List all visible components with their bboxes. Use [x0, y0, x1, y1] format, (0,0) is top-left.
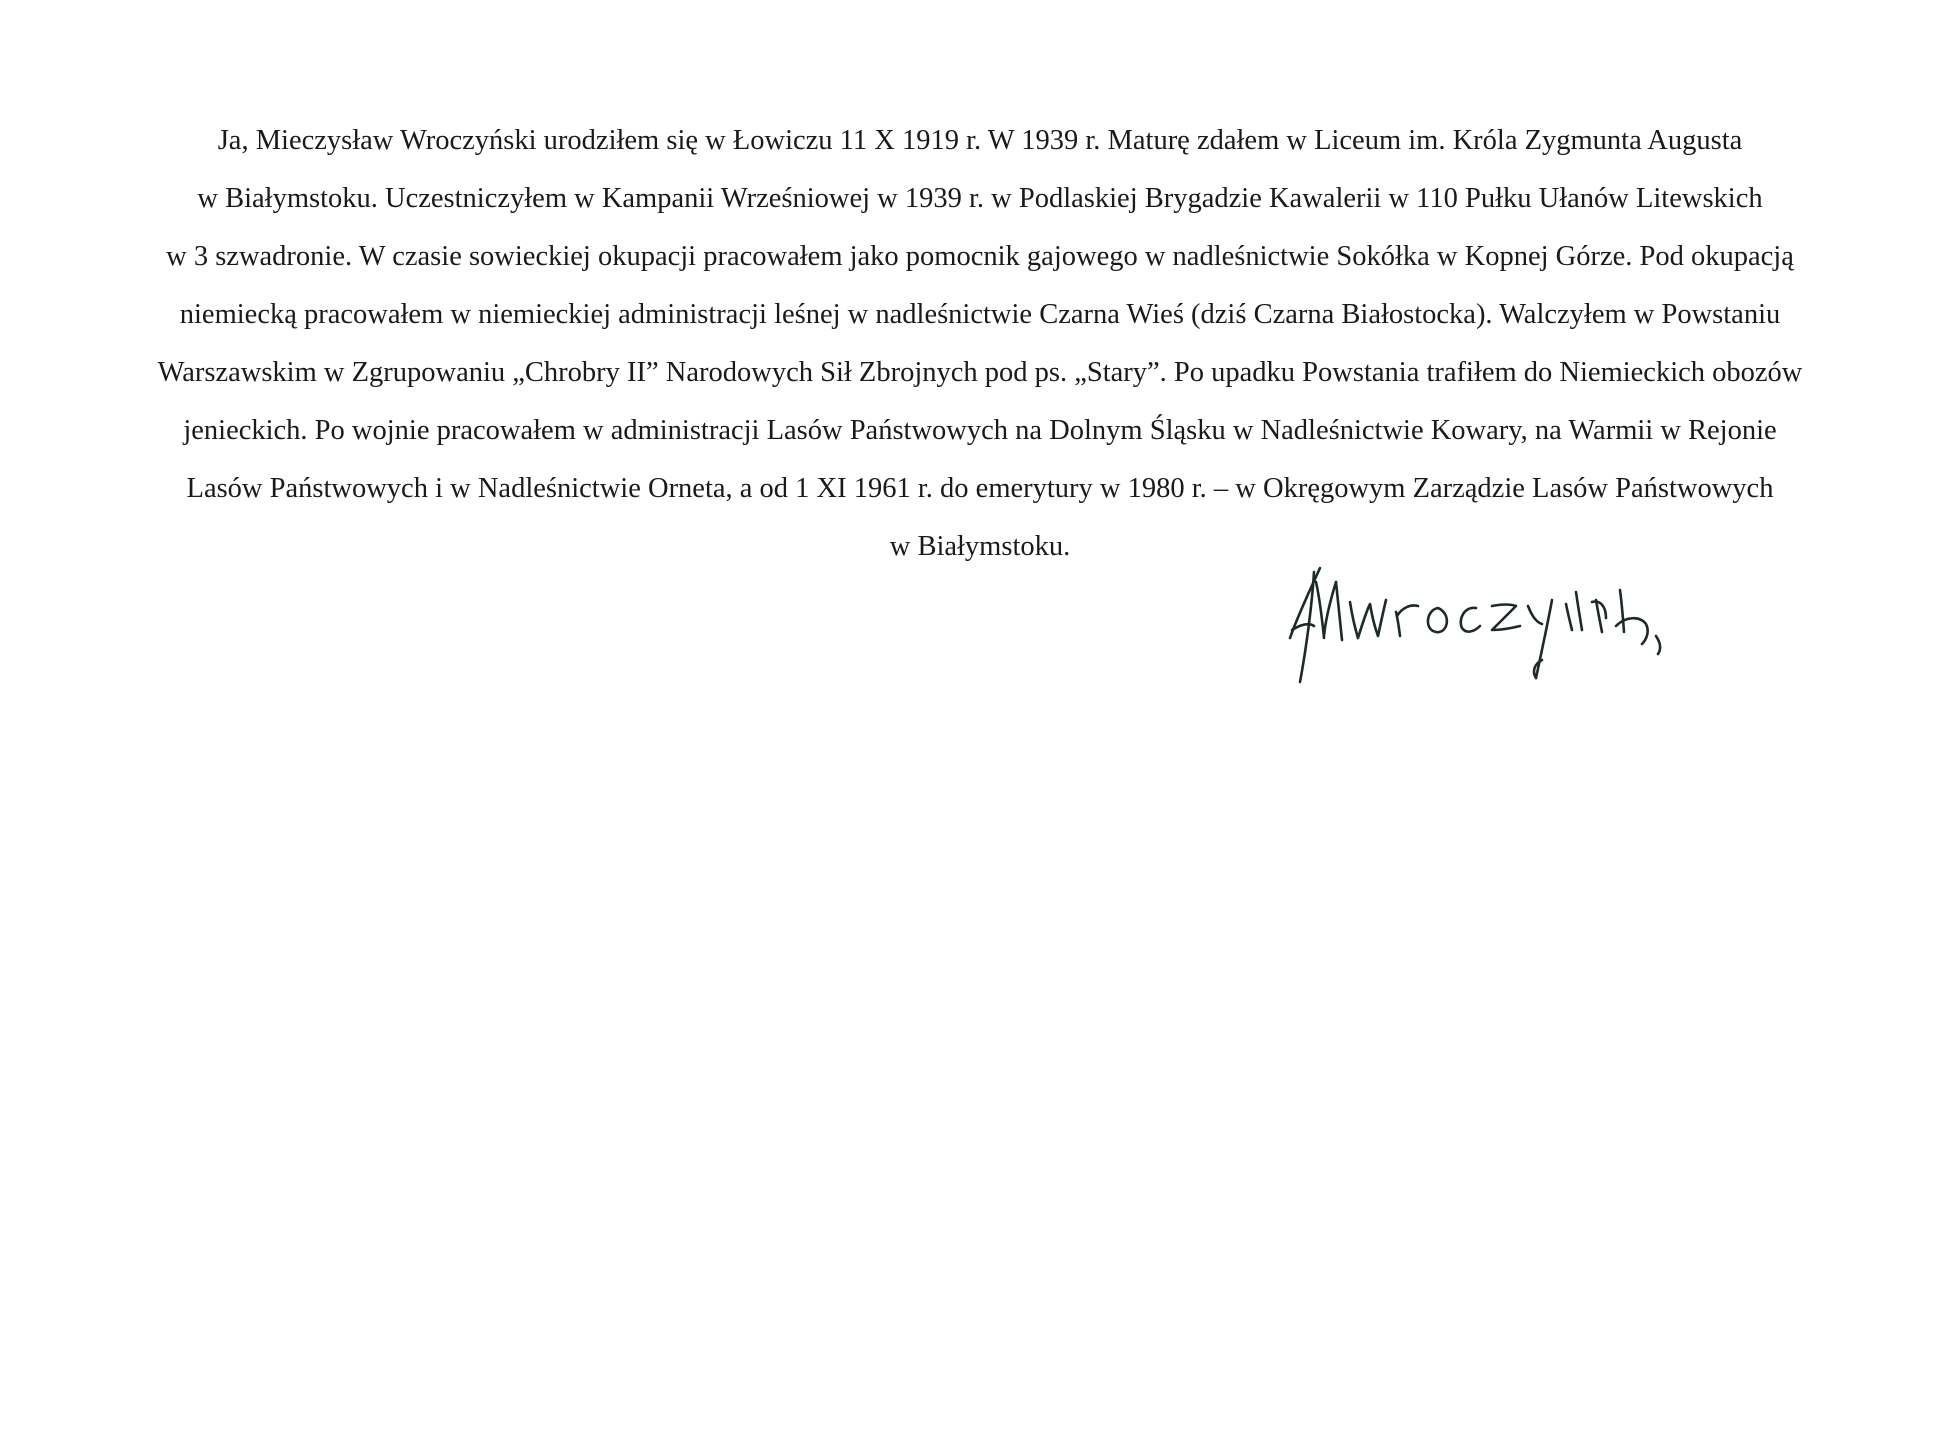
paragraph-line: niemiecką pracowałem w niemieckiej administracji leśnej w nadleśnictwie Czarna Wieś (dziś Czarna Białostocka). Walczyłem w Powstaniu — [179, 299, 1781, 330]
paragraph-line: w Białymstoku. Uczestniczyłem w Kampanii Wrześniowej w 1939 r. w Podlaskiej Brygadzie Kawalerii w 110 Pułku Ułanów Litewskich — [197, 183, 1763, 214]
paragraph-line: w 3 szwadronie. W czasie sowieckiej okupacji pracowałem jako pomocnik gajowego w nadleśnictwie Sokółka w Kopnej Górze. Pod okupacją — [166, 241, 1794, 272]
biography-paragraph — [110, 112, 1850, 576]
signature-drawing — [1280, 560, 1680, 690]
paragraph-line: w Białymstoku. — [889, 531, 1071, 562]
paragraph-line: jenieckich. Po wojnie pracowałem w administracji Lasów Państwowych na Dolnym Śląsku w Nadleśnictwie Kowary, na Warmii w Rejonie — [183, 415, 1777, 446]
handwritten-signature — [1280, 560, 1680, 690]
paragraph-line: Lasów Państwowych i w Nadleśnictwie Orneta, a od 1 XI 1961 r. do emerytury w 1980 r. – w Okręgowym Zarządzie Lasów Państwowych — [186, 473, 1774, 504]
paragraph-line: Warszawskim w Zgrupowaniu „Chrobry II” Narodowych Sił Zbrojnych pod ps. „Stary”. Po upadku Powstania trafiłem do Niemieckich obozów — [157, 357, 1803, 388]
paragraph-line: Ja, Mieczysław Wroczyński urodziłem się w Łowiczu 11 X 1919 r. W 1939 r. Maturę zdałem w Liceum im. Króla Zygmunta Augusta — [217, 125, 1743, 156]
